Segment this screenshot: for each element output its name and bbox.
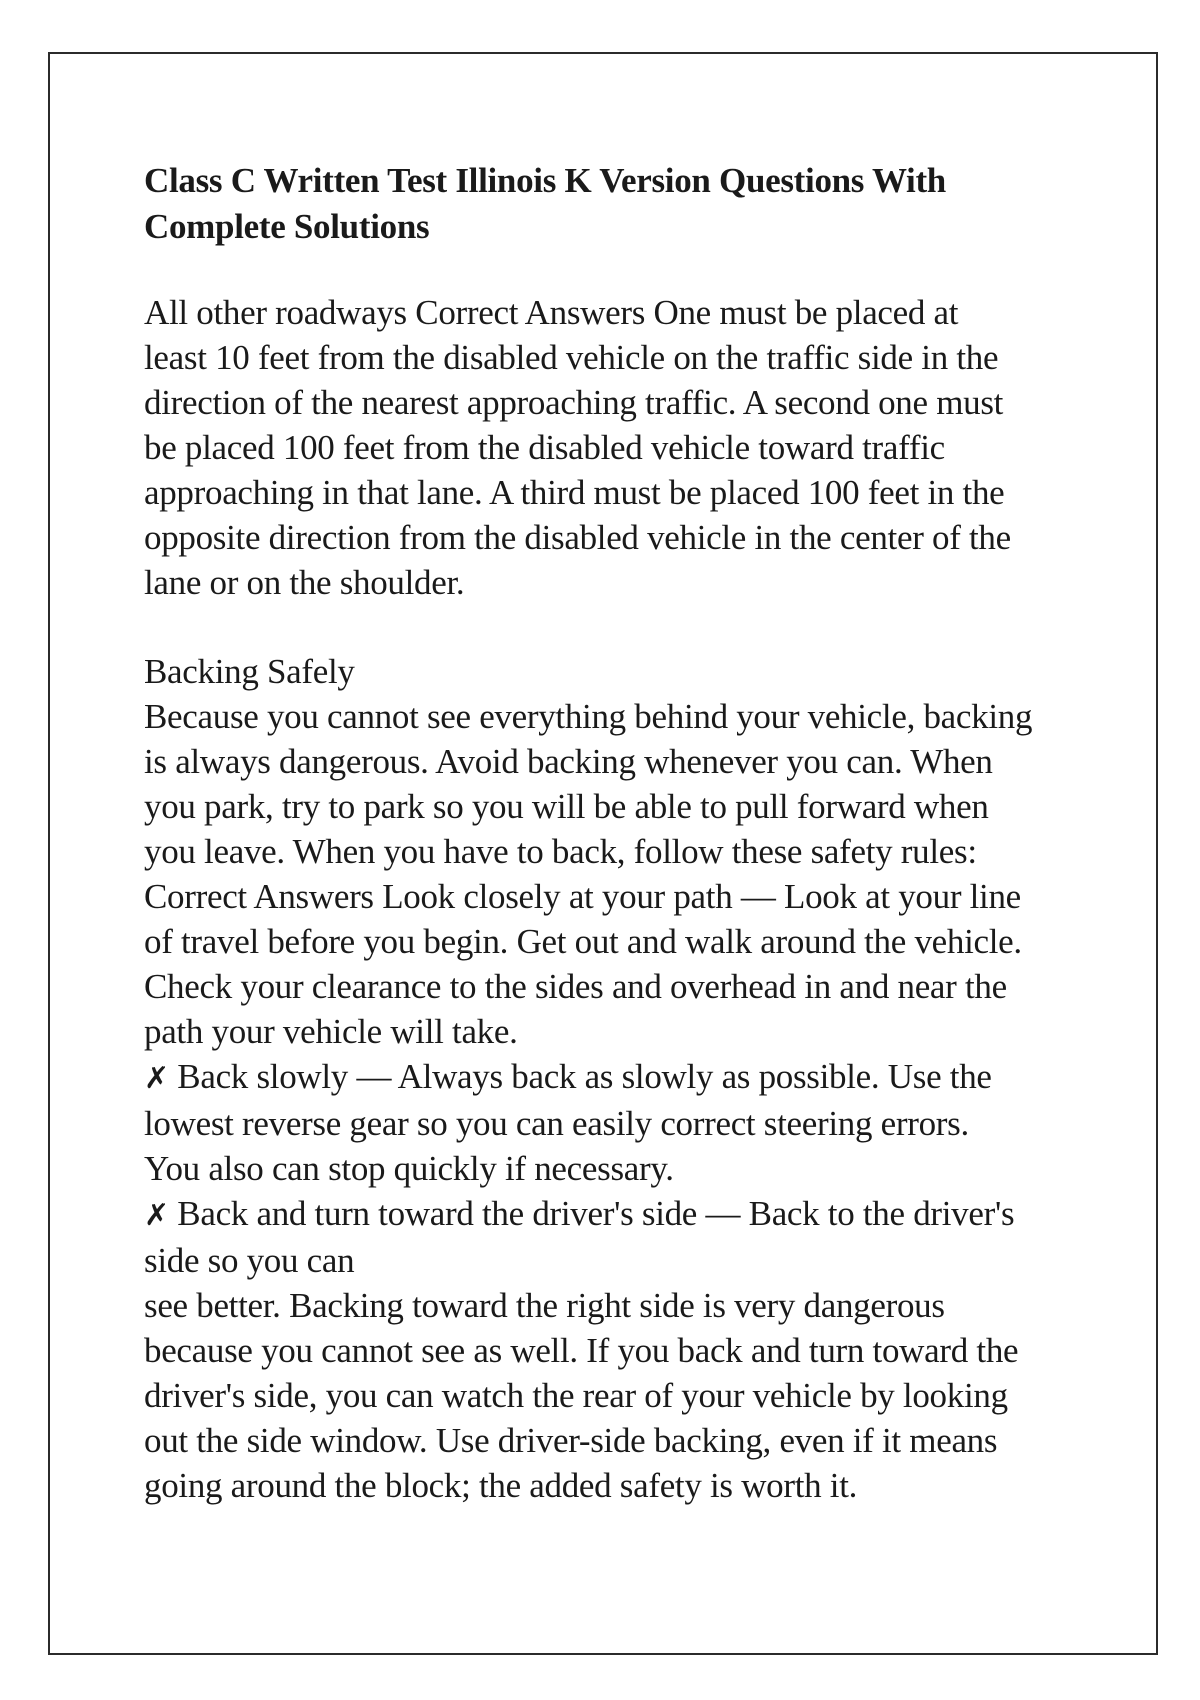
text-line: is always dangerous. Avoid backing whenever you can. When [144,742,993,781]
text-line: direction of the nearest approaching traffic. A second one must [144,383,1004,422]
text-line: be placed 100 feet from the disabled vehicle toward traffic [144,428,945,467]
text-line: driver's side, you can watch the rear of your vehicle by looking [144,1376,1008,1415]
title-line: Complete Solutions [144,207,430,246]
text-line: because you cannot see as well. If you back and turn toward the [144,1331,1019,1370]
text-line: side so you can [144,1241,355,1280]
text-line: Check your clearance to the sides and overhead in and near the [144,967,1007,1006]
text-line: of travel before you begin. Get out and walk around the vehicle. [144,922,1022,961]
text-line: you park, try to park so you will be able to pull forward when [144,787,989,826]
cross-mark-icon: ✗ [144,1198,169,1233]
title-line: Class C Written Test Illinois K Version Questions With [144,161,946,200]
section-heading: Backing Safely [144,652,355,691]
text-line: Correct Answers Look closely at your path — Look at your line [144,877,1021,916]
qa-entry-roadways [144,290,1104,605]
text-line: lane or on the shoulder. [144,563,465,602]
text-line: You also can stop quickly if necessary. [144,1149,674,1188]
bullet-back-drivers-side [144,1191,1104,1238]
text-line: lowest reverse gear so you can easily correct steering errors. [144,1104,969,1143]
text-line: path your vehicle will take. [144,1012,518,1051]
text-line: approaching in that lane. A third must be placed 100 feet in the [144,473,1005,512]
document-content [144,158,1104,1508]
text-line: least 10 feet from the disabled vehicle on the traffic side in the [144,338,999,377]
bullet-back-slowly [144,1054,1104,1101]
text-line: going around the block; the added safety is worth it. [144,1466,858,1505]
text-line: see better. Backing toward the right side is very dangerous [144,1286,945,1325]
document-page [48,52,1158,1655]
text-line: you leave. When you have to back, follow these safety rules: [144,832,977,871]
text-line: out the side window. Use driver-side backing, even if it means [144,1421,998,1460]
bullet-text: Back slowly — Always back as slowly as possible. Use the [168,1057,992,1096]
text-line: opposite direction from the disabled vehicle in the center of the [144,518,1011,557]
text-line: Because you cannot see everything behind your vehicle, backing [144,697,1033,736]
qa-entry-backing-safely [144,649,1104,1508]
text-line: All other roadways Correct Answers One must be placed at [144,293,959,332]
bullet-text: Back and turn toward the driver's side — Back to the driver's [168,1194,1015,1233]
document-title [144,158,1104,250]
cross-mark-icon: ✗ [144,1061,169,1096]
